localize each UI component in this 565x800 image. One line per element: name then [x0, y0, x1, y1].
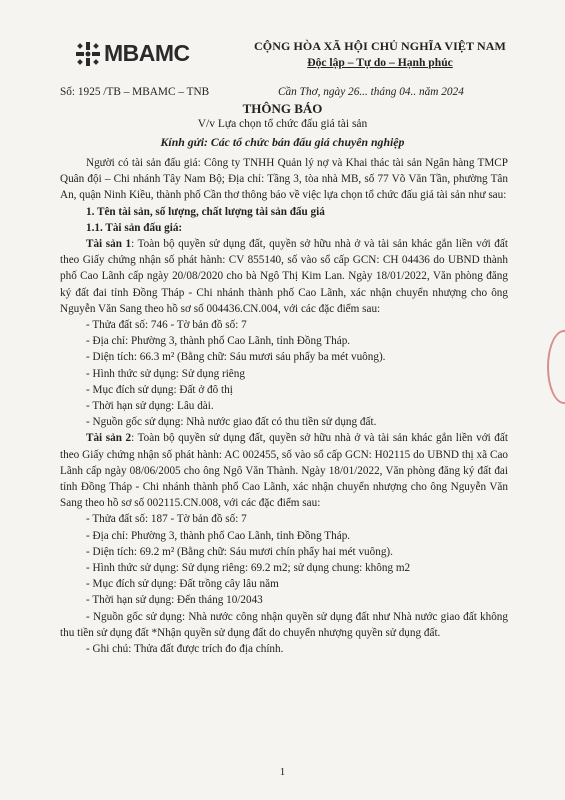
asset-2-item: - Diện tích: 69.2 m² (Bằng chữ: Sáu mươi chín phẩy hai mét vuông). [86, 545, 393, 558]
asset-2-paragraph [60, 430, 508, 511]
asset-1-label: Tài sản 1 [86, 238, 132, 251]
intro-paragraph: Người có tài sản đấu giá: Công ty TNHH Quản lý nợ và Khai thác tài sản Ngân hàng TMCP Quân đội – Chi nhánh Tây Nam Bộ; Địa chỉ: Tầng 3, tòa nhà MB, số 77 Võ Văn Tần, phường Tân An, quận Ninh Kiều, thành phố Cần thơ thông báo về việc lựa chọn tổ chức đấu giá tài sản như sau: [60, 157, 508, 202]
section-1-heading: 1. Tên tài sản, số lượng, chất lượng tài sản đấu giá [86, 205, 325, 218]
asset-1-item: - Địa chỉ: Phường 3, thành phố Cao Lãnh, tỉnh Đồng Tháp. [86, 335, 351, 348]
motto-text: Độc lập – Tự do – Hạnh phúc [307, 56, 453, 69]
asset-1-desc: : Toàn bộ quyền sử dụng đất, quyền sở hữu nhà ở và tài sản khác gắn liền với đất theo Giấy chứng nhận số phát hành: CV 855140, số vào sổ cấp GCN: CH 04436 do UBND thành phố Cao Lãnh cấp ngày 20/08/2020 cho bà Ngô Thị Kim Lan. Ngày 18/01/2022, Văn phòng đăng ký đất đai tỉnh Đồng Tháp - Chi nhánh thành phố Cao Lãnh, xác nhận chuyển nhượng cho ông Nguyễn Văn Sang theo hồ sơ số 004436.CN.004, với các đặc điểm sau: [60, 238, 508, 315]
asset-2-item: - Thửa đất số: 187 - Tờ bản đồ số: 7 [86, 513, 247, 526]
document-number: Số: 1925 /TB – MBAMC – TNB [60, 86, 210, 98]
asset-1-paragraph [60, 236, 508, 317]
notice-body [60, 155, 508, 657]
asset-2-item: - Địa chỉ: Phường 3, thành phố Cao Lãnh, tỉnh Đồng Tháp. [86, 529, 351, 542]
company-logo [75, 40, 190, 67]
page-number: 1 [279, 766, 286, 778]
asset-2-note: - Ghi chú: Thửa đất được trích đo địa chính. [86, 643, 284, 656]
asset-2-label: Tài sản 2 [86, 432, 132, 445]
section-1-1-heading: 1.1. Tài sản đấu giá: [86, 221, 183, 234]
logo-text: MBAMC [104, 40, 190, 66]
asset-2-item: - Hình thức sử dụng: Sử dụng riêng: 69.2 m2; sử dụng chung: không m2 [86, 562, 411, 575]
asset-1-item: - Mục đích sử dụng: Đất ở đô thị [86, 383, 233, 396]
asset-2-origin: - Nguồn gốc sử dụng: Nhà nước công nhận quyền sử dụng đất như Nhà nước giao đất không thu tiền sử dụng đất *Nhận quyền sử dụng đất do chuyển nhượng quyền sử dụng đất. [60, 610, 508, 639]
asset-1-item: - Nguồn gốc sử dụng: Nhà nước giao đất có thu tiền sử dụng đất. [86, 416, 377, 429]
place-date: Cần Thơ, ngày 26... tháng 04.. năm 2024 [278, 86, 464, 98]
asset-1-item: - Hình thức sử dụng: Sử dụng riêng [86, 367, 245, 380]
notice-recipient: Kính gửi: Các tổ chức bán đấu giá chuyên nghiệp [160, 135, 405, 149]
national-motto [240, 56, 520, 69]
notice-title: THÔNG BÁO [242, 101, 323, 116]
logo-star-icon [75, 41, 101, 67]
seal-stamp-edge [547, 330, 565, 404]
national-title: CỘNG HÒA XÃ HỘI CHỦ NGHĨA VIỆT NAM [254, 39, 506, 53]
notice-subject: V/v Lựa chọn tổ chức đấu giá tài sản [197, 118, 368, 130]
asset-2-item: - Thời hạn sử dụng: Đến tháng 10/2043 [86, 594, 263, 607]
asset-1-item: - Thời hạn sử dụng: Lâu dài. [86, 400, 214, 413]
asset-1-item: - Thửa đất số: 746 - Tờ bản đồ số: 7 [86, 319, 247, 332]
asset-1-item: - Diện tích: 66.3 m² (Bằng chữ: Sáu mươi sáu phẩy ba mét vuông). [86, 351, 386, 364]
asset-2-item: - Mục đích sử dụng: Đất trồng cây lâu năm [86, 578, 279, 591]
asset-2-desc: : Toàn bộ quyền sử dụng đất, quyền sở hữu nhà ở và tài sản khác gắn liền với đất theo Giấy chứng nhận số phát hành: AC 002455, số vào sổ cấp GCN: H02115 do UBND thị xã Cao Lãnh cấp ngày 08/06/2005 cho ông Ngô Văn Thành. Ngày 18/01/2022, Văn phòng đăng ký đất đai tỉnh Đồng Tháp - Chi nhánh thành phố Cao Lãnh, xác nhận chuyển nhượng cho ông Nguyễn Văn Sang theo hồ sơ số 002115.CN.008, với các đặc điểm sau: [60, 432, 508, 510]
